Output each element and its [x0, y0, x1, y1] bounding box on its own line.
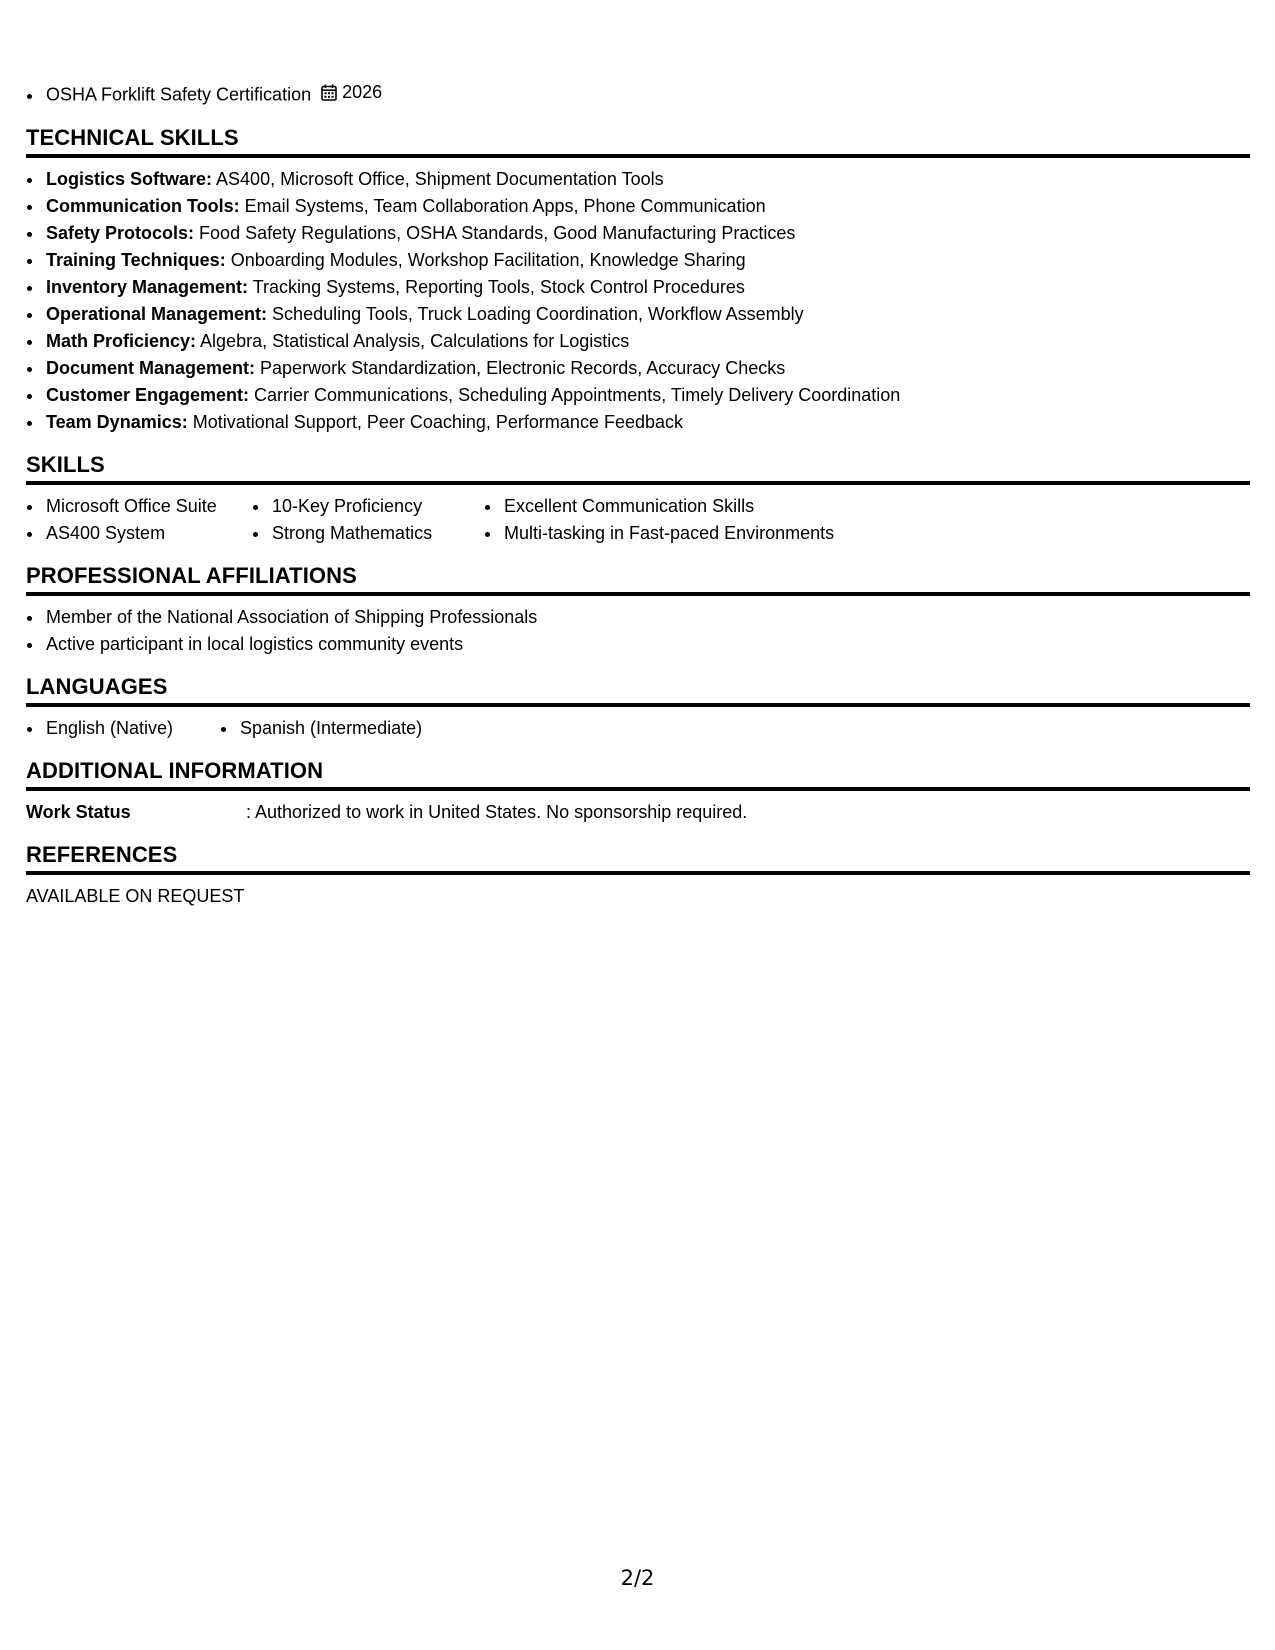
- skill-values: Algebra, Statistical Analysis, Calculations for Logistics: [196, 330, 630, 351]
- skills-column: [252, 493, 484, 547]
- skill-category: Communication Tools:: [46, 195, 240, 216]
- list-item: [44, 247, 1250, 274]
- additional-info-section: [26, 758, 1250, 826]
- affiliations-section: [26, 563, 1250, 658]
- skills-grid: [26, 493, 1250, 547]
- skill-values: Motivational Support, Peer Coaching, Performance Feedback: [187, 411, 683, 432]
- skill-category: Customer Engagement:: [46, 384, 250, 405]
- list-item: • Multi-tasking in Fast-paced Environments: [502, 520, 902, 547]
- list-item: [44, 409, 1250, 436]
- certification-year: 2026: [342, 82, 383, 102]
- certification-name: OSHA Forklift Safety Certification: [46, 84, 312, 105]
- work-status-label: Work Status: [26, 801, 131, 822]
- list-item: • English (Native): [44, 715, 220, 742]
- section-title-languages: LANGUAGES: [26, 674, 1250, 707]
- list-item: [44, 382, 1250, 409]
- calendar-icon: [321, 84, 337, 101]
- skill-category: Inventory Management:: [46, 276, 249, 297]
- affiliations-list: [26, 604, 1250, 658]
- resume-page: [26, 78, 1250, 910]
- technical-skills-section: [26, 125, 1250, 436]
- skill-category: Team Dynamics:: [46, 411, 188, 432]
- skills-section: [26, 452, 1250, 547]
- certification-date: [321, 78, 382, 106]
- skill-values: AS400, Microsoft Office, Shipment Documentation Tools: [212, 168, 664, 189]
- list-item: • Spanish (Intermediate): [238, 715, 422, 742]
- list-item: [44, 355, 1250, 382]
- work-status-row: [26, 799, 1250, 826]
- skill-category: Training Techniques:: [46, 249, 226, 270]
- skills-column: [484, 493, 902, 547]
- page-number: 2/2: [620, 1566, 655, 1590]
- list-item: [44, 328, 1250, 355]
- work-status-value: : Authorized to work in United States. No sponsorship required.: [246, 801, 748, 822]
- languages-column: [26, 715, 220, 742]
- list-item: • Active participant in local logistics community events: [44, 631, 1250, 658]
- section-title-skills: SKILLS: [26, 452, 1250, 485]
- list-item: [44, 193, 1250, 220]
- references-section: [26, 842, 1250, 910]
- list-item: • Excellent Communication Skills: [502, 493, 902, 520]
- languages-list: [26, 715, 1250, 742]
- skill-values: Carrier Communications, Scheduling Appointments, Timely Delivery Coordination: [249, 384, 901, 405]
- list-item: • 10-Key Proficiency: [270, 493, 484, 520]
- list-item: • Microsoft Office Suite: [44, 493, 252, 520]
- skill-values: Scheduling Tools, Truck Loading Coordination, Workflow Assembly: [267, 303, 804, 324]
- skill-values: Tracking Systems, Reporting Tools, Stock Control Procedures: [248, 276, 745, 297]
- list-item: [44, 220, 1250, 247]
- skill-values: Onboarding Modules, Workshop Facilitation, Knowledge Sharing: [225, 249, 746, 270]
- skill-category: Logistics Software:: [46, 168, 213, 189]
- skill-category: Operational Management:: [46, 303, 268, 324]
- list-item: • Member of the National Association of Shipping Professionals: [44, 604, 1250, 631]
- skills-column: [26, 493, 252, 547]
- languages-column: [220, 715, 422, 742]
- section-title-affiliations: PROFESSIONAL AFFILIATIONS: [26, 563, 1250, 596]
- section-title-technical-skills: TECHNICAL SKILLS: [26, 125, 1250, 158]
- list-item: [44, 274, 1250, 301]
- skill-values: Paperwork Standardization, Electronic Records, Accuracy Checks: [255, 357, 786, 378]
- skill-values: Food Safety Regulations, OSHA Standards, Good Manufacturing Practices: [194, 222, 796, 243]
- technical-skills-list: [26, 166, 1250, 436]
- list-item: • Strong Mathematics: [270, 520, 484, 547]
- languages-section: [26, 674, 1250, 742]
- list-item: [44, 166, 1250, 193]
- section-title-additional-info: ADDITIONAL INFORMATION: [26, 758, 1250, 791]
- skill-category: Safety Protocols:: [46, 222, 195, 243]
- list-item: • AS400 System: [44, 520, 252, 547]
- certification-list: [26, 78, 1250, 109]
- list-item: [44, 301, 1250, 328]
- skill-category: Document Management:: [46, 357, 256, 378]
- skill-category: Math Proficiency:: [46, 330, 197, 351]
- section-title-references: REFERENCES: [26, 842, 1250, 875]
- certification-item: [44, 78, 1250, 109]
- references-text: AVAILABLE ON REQUEST: [26, 885, 245, 906]
- skill-values: Email Systems, Team Collaboration Apps, Phone Communication: [239, 195, 766, 216]
